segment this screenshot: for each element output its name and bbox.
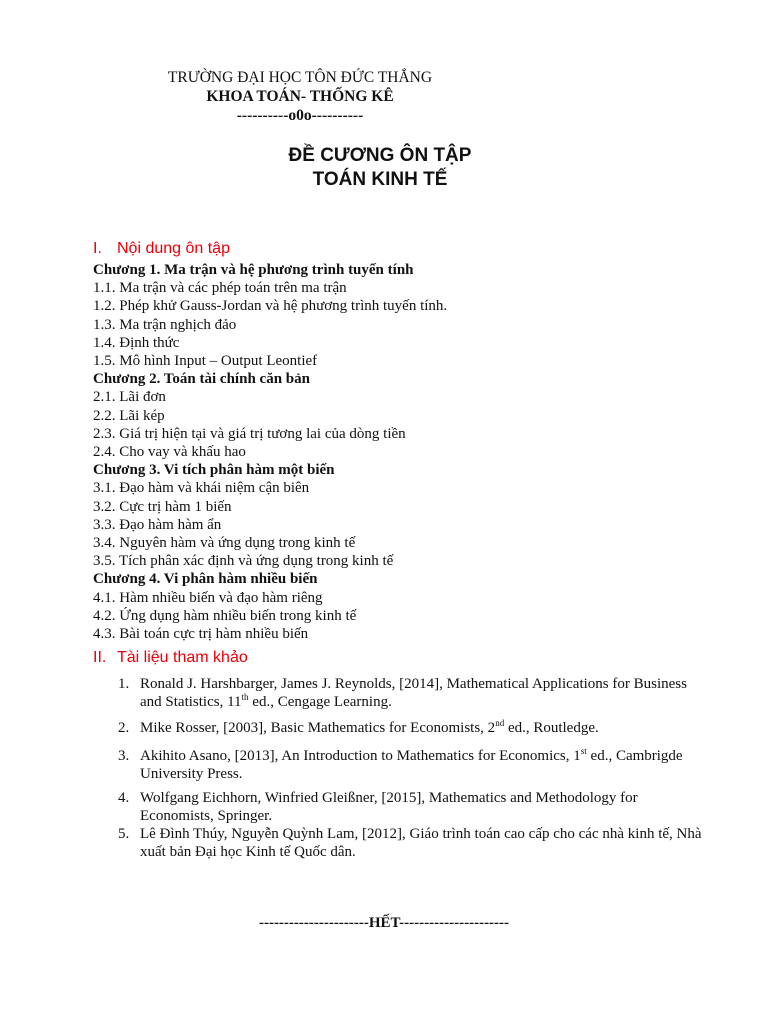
outline-item: 1.5. Mô hình Input – Output Leontief bbox=[93, 353, 318, 370]
reference-text-main: Akihito Asano, [2013], An Introduction to Mathematics for Economics, 1 bbox=[140, 748, 581, 764]
outline-item: 2.2. Lãi kép bbox=[93, 407, 165, 424]
outline-item: 3.2. Cực trị hàm 1 biến bbox=[93, 498, 232, 515]
section-1-title: Nội dung ôn tập bbox=[117, 240, 230, 257]
document-title bbox=[230, 144, 530, 192]
outline-item: 1.1. Ma trận và các phép toán trên ma trận bbox=[93, 280, 347, 297]
reference-text bbox=[140, 676, 708, 711]
outline-item: 2.3. Giá trị hiện tại và giá trị tương lai của dòng tiền bbox=[93, 425, 406, 442]
chapter-heading: Chương 1. Ma trận và hệ phương trình tuyến tính bbox=[93, 262, 414, 278]
chapter-heading: Chương 2. Toán tài chính căn bản bbox=[93, 371, 310, 388]
chapter-heading: Chương 4. Vi phân hàm nhiều biến bbox=[93, 571, 318, 588]
reference-superscript: nd bbox=[495, 718, 505, 728]
reference-item bbox=[118, 748, 708, 783]
reference-text bbox=[140, 790, 708, 825]
reference-superscript: th bbox=[241, 691, 249, 702]
section-2-heading bbox=[93, 649, 248, 667]
content-outline bbox=[93, 261, 447, 643]
section-1-number: I. bbox=[93, 240, 102, 257]
reference-text-tail: ed., Routledge. bbox=[504, 720, 599, 736]
section-2-title: Tài liệu tham khảo bbox=[117, 649, 248, 666]
university-name: TRƯỜNG ĐẠI HỌC TÔN ĐỨC THẮNG bbox=[167, 69, 433, 86]
reference-text-tail: ed., Cambrigde University Press. bbox=[140, 748, 683, 782]
outline-item: 1.4. Định thức bbox=[93, 334, 180, 351]
outline-item: 3.1. Đạo hàm và khái niệm cận biên bbox=[93, 480, 310, 497]
outline-item: 4.2. Ứng dụng hàm nhiều biến trong kinh tế bbox=[93, 607, 357, 624]
outline-item: 4.3. Bài toán cực trị hàm nhiều biến bbox=[93, 626, 309, 643]
reference-text bbox=[140, 826, 708, 861]
reference-item bbox=[118, 720, 708, 738]
reference-number: 4. bbox=[118, 790, 130, 806]
reference-text-tail: ed., Cengage Learning. bbox=[248, 693, 392, 710]
outline-item: 3.4. Nguyên hàm và ứng dụng trong kinh tế bbox=[93, 535, 356, 552]
reference-text-main: Ronald J. Harshbarger, James J. Reynolds, [2014], Mathematical Applications for Business and Statistics, 11 bbox=[140, 676, 687, 710]
outline-item: 1.2. Phép khử Gauss-Jordan và hệ phương trình tuyến tính. bbox=[93, 298, 448, 315]
reference-number: 5. bbox=[118, 826, 130, 842]
section-2-number: II. bbox=[93, 649, 107, 666]
reference-text-main: Wolfgang Eichhorn, Winfried Gleißner, [2015], Mathematics and Methodology for Economists, Springer. bbox=[140, 790, 638, 824]
outline-item: 3.5. Tích phân xác định và ứng dụng trong kinh tế bbox=[93, 553, 394, 570]
reference-superscript: st bbox=[580, 746, 587, 756]
reference-text-main: Mike Rosser, [2003], Basic Mathematics for Economists, 2 bbox=[140, 720, 496, 736]
section-1-heading bbox=[93, 240, 230, 258]
title-line-1: ĐỀ CƯƠNG ÔN TẬP bbox=[288, 145, 472, 166]
header-divider: ----------o0o---------- bbox=[236, 107, 364, 124]
reference-item bbox=[118, 790, 708, 825]
reference-item bbox=[118, 826, 708, 861]
outline-item: 2.1. Lãi đơn bbox=[93, 389, 166, 406]
reference-text-main: Lê Đình Thúy, Nguyễn Quỳnh Lam, [2012], Giáo trình toán cao cấp cho các nhà kinh tế, Nhà xuất bản Đại học Kinh tế Quốc dân. bbox=[140, 826, 702, 860]
outline-item: 3.3. Đạo hàm hàm ẩn bbox=[93, 516, 222, 533]
reference-text bbox=[140, 720, 708, 738]
outline-item: 4.1. Hàm nhiều biến và đạo hàm riêng bbox=[93, 589, 323, 606]
faculty-name: KHOA TOÁN- THỐNG KÊ bbox=[206, 88, 394, 105]
reference-text bbox=[140, 748, 708, 783]
reference-number: 2. bbox=[118, 720, 130, 736]
outline-item: 1.3. Ma trận nghịch đảo bbox=[93, 316, 237, 333]
chapter-heading: Chương 3. Vi tích phân hàm một biến bbox=[93, 462, 335, 479]
title-line-2: TOÁN KINH TẾ bbox=[312, 169, 448, 190]
reference-number: 1. bbox=[118, 676, 130, 692]
end-marker: ----------------------HẾT---------------------- bbox=[258, 915, 510, 931]
reference-item bbox=[118, 676, 708, 711]
reference-number: 3. bbox=[118, 748, 130, 764]
outline-item: 2.4. Cho vay và khấu hao bbox=[93, 444, 246, 461]
